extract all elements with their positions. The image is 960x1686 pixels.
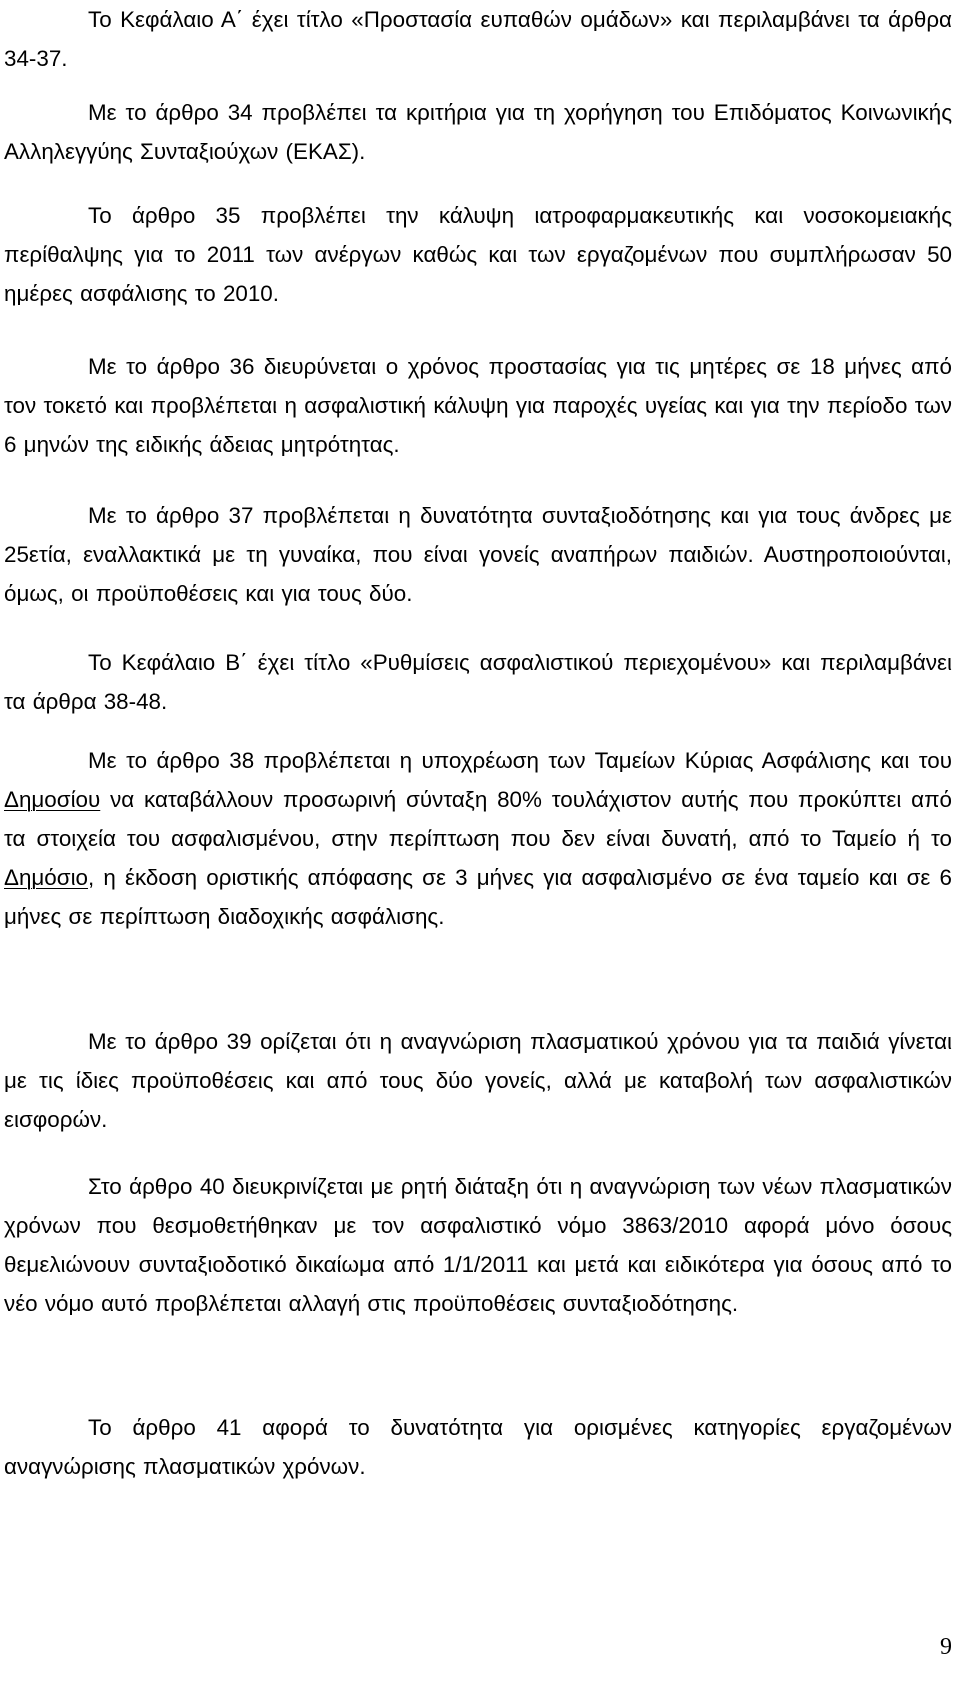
paragraph-article-35: Το άρθρο 35 προβλέπει την κάλυψη ιατροφαρμακευτικής και νοσοκομειακής περίθαλψης για το 2011 των ανέργων καθώς και των εργαζομένων που συμπλήρωσαν 50 ημέρες ασφάλισης το 2010. <box>4 203 952 306</box>
paragraph-chapter-b: Το Κεφάλαιο Β΄ έχει τίτλο «Ρυθμίσεις ασφαλιστικού περιεχομένου» και περιλαμβάνει τα άρθρα 38-48. <box>4 650 952 714</box>
paragraph-article-38 <box>4 741 952 936</box>
paragraph-article-40: Στο άρθρο 40 διευκρινίζεται με ρητή διάταξη ότι η αναγνώριση των νέων πλασματικών χρόνων που θεσμοθετήθηκαν με τον ασφαλιστικό νόμο 3863/2010 αφορά μόνο όσους θεμελιώνουν συνταξιοδοτικό δικαίωμα από 1/1/2011 και μετά και ειδικότερα για όσους από το νέο νόμο αυτό προβλέπεται αλλαγή στις προϋποθέσεις συνταξιοδότησης. <box>4 1174 952 1316</box>
article-38-text-start: Με το άρθρο 38 προβλέπεται η υποχρέωση των Ταμείων Κύριας Ασφάλισης και του <box>88 748 952 773</box>
paragraph-article-39: Με το άρθρο 39 ορίζεται ότι η αναγνώριση πλασματικού χρόνου για τα παιδιά γίνεται με τις ίδιες προϋποθέσεις και από τους δύο γονείς, αλλά με καταβολή των ασφαλιστικών εισφορών. <box>4 1029 952 1132</box>
paragraph-chapter-a: Το Κεφάλαιο Α΄ έχει τίτλο «Προστασία ευπαθών ομάδων» και περιλαμβάνει τα άρθρα 34-37. <box>4 7 952 71</box>
paragraph-article-36: Με το άρθρο 36 διευρύνεται ο χρόνος προστασίας για τις μητέρες σε 18 μήνες από τον τοκετό και προβλέπεται η ασφαλιστική κάλυψη για παροχές υγείας και για την περίοδο των 6 μηνών της ειδικής άδειας μητρότητας. <box>4 354 952 457</box>
page-number: 9 <box>940 1634 952 1660</box>
paragraph-article-37: Με το άρθρο 37 προβλέπεται η δυνατότητα συνταξιοδότησης και για τους άνδρες με 25ετία, εναλλακτικά με τη γυναίκα, που είναι γονείς αναπήρων παιδιών. Αυστηροποιούνται, όμως, οι προϋποθέσεις και για τους δύο. <box>4 503 952 606</box>
underlined-word-dimosiou: Δημοσίου <box>4 787 101 812</box>
paragraph-article-34: Με το άρθρο 34 προβλέπει τα κριτήρια για τη χορήγηση του Επιδόματος Κοινωνικής Αλληλεγγύης Συνταξιούχων (ΕΚΑΣ). <box>4 100 952 164</box>
paragraph-article-41: Το άρθρο 41 αφορά το δυνατότητα για ορισμένες κατηγορίες εργαζομένων αναγνώρισης πλασματικών χρόνων. <box>4 1415 952 1479</box>
underlined-word-dimosio: Δημόσιο <box>4 865 89 890</box>
article-38-text-middle: να καταβάλλουν προσωρινή σύνταξη 80% τουλάχιστον αυτής που προκύπτει από τα στοιχεία του ασφαλισμένου, στην περίπτωση που δεν είναι δυνατή, από το Ταμείο ή το <box>4 787 952 851</box>
article-38-text-end: , η έκδοση οριστικής απόφασης σε 3 μήνες για ασφαλισμένο σε ένα ταμείο και σε 6 μήνες σε περίπτωση διαδοχικής ασφάλισης. <box>4 865 952 929</box>
